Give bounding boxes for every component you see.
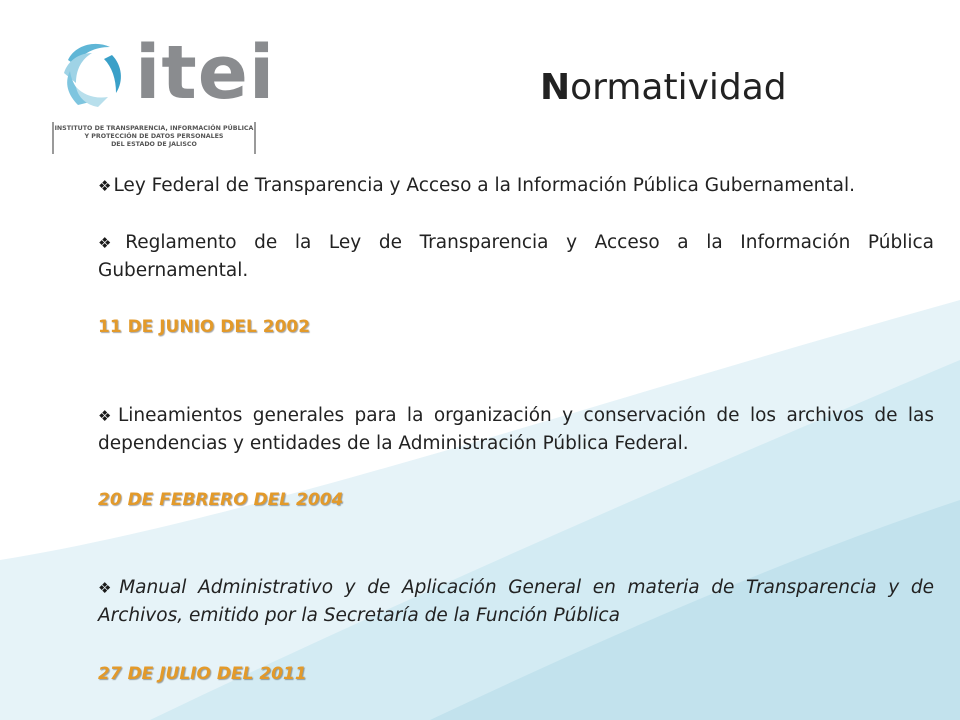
logo-caption-text: INSTITUTO DE TRANSPARENCIA, INFORMACIÓN PÚBLICA Y PROTECCIÓN DE DATOS PERSONALES DEL ESTADO DE JALISCO bbox=[54, 125, 254, 148]
item-4 bbox=[98, 574, 934, 629]
bullet-icon: ❖ bbox=[98, 234, 124, 252]
item-2 bbox=[98, 229, 934, 284]
logo-mark-icon bbox=[50, 35, 140, 125]
logo-wordmark: itei bbox=[135, 30, 276, 116]
item-3 bbox=[98, 402, 934, 457]
date-2-text: 20 DE FEBRERO DEL 2004 bbox=[98, 490, 344, 510]
logo-caption bbox=[52, 122, 256, 154]
date-3 bbox=[98, 664, 934, 684]
item-4-text: Manual Administrativo y de Aplicación General en materia de Transparencia y de Archivos, emitido por la Secretaría de la Función Pública bbox=[98, 577, 934, 626]
item-1-text: Ley Federal de Transparencia y Acceso a la Información Pública Gubernamental. bbox=[113, 175, 855, 196]
item-2-text: Reglamento de la Ley de Transparencia y Acceso a la Información Pública Gubernamental. bbox=[98, 232, 935, 281]
date-1 bbox=[98, 317, 934, 337]
bullet-icon: ❖ bbox=[98, 177, 112, 195]
bullet-icon: ❖ bbox=[98, 579, 118, 597]
page-title bbox=[540, 67, 787, 108]
title-initial: N bbox=[540, 67, 571, 108]
item-1 bbox=[98, 172, 934, 200]
date-3-text: 27 DE JULIO DEL 2011 bbox=[98, 664, 307, 684]
itei-logo bbox=[40, 30, 276, 158]
item-3-text: Lineamientos generales para la organización y conservación de los archivos de las dependencias y entidades de la Administración Pública Federal. bbox=[98, 405, 934, 454]
date-2 bbox=[98, 490, 934, 510]
bullet-icon: ❖ bbox=[98, 407, 116, 425]
date-1-text: 11 DE JUNIO DEL 2002 bbox=[98, 317, 311, 337]
title-rest: ormatividad bbox=[570, 67, 787, 108]
